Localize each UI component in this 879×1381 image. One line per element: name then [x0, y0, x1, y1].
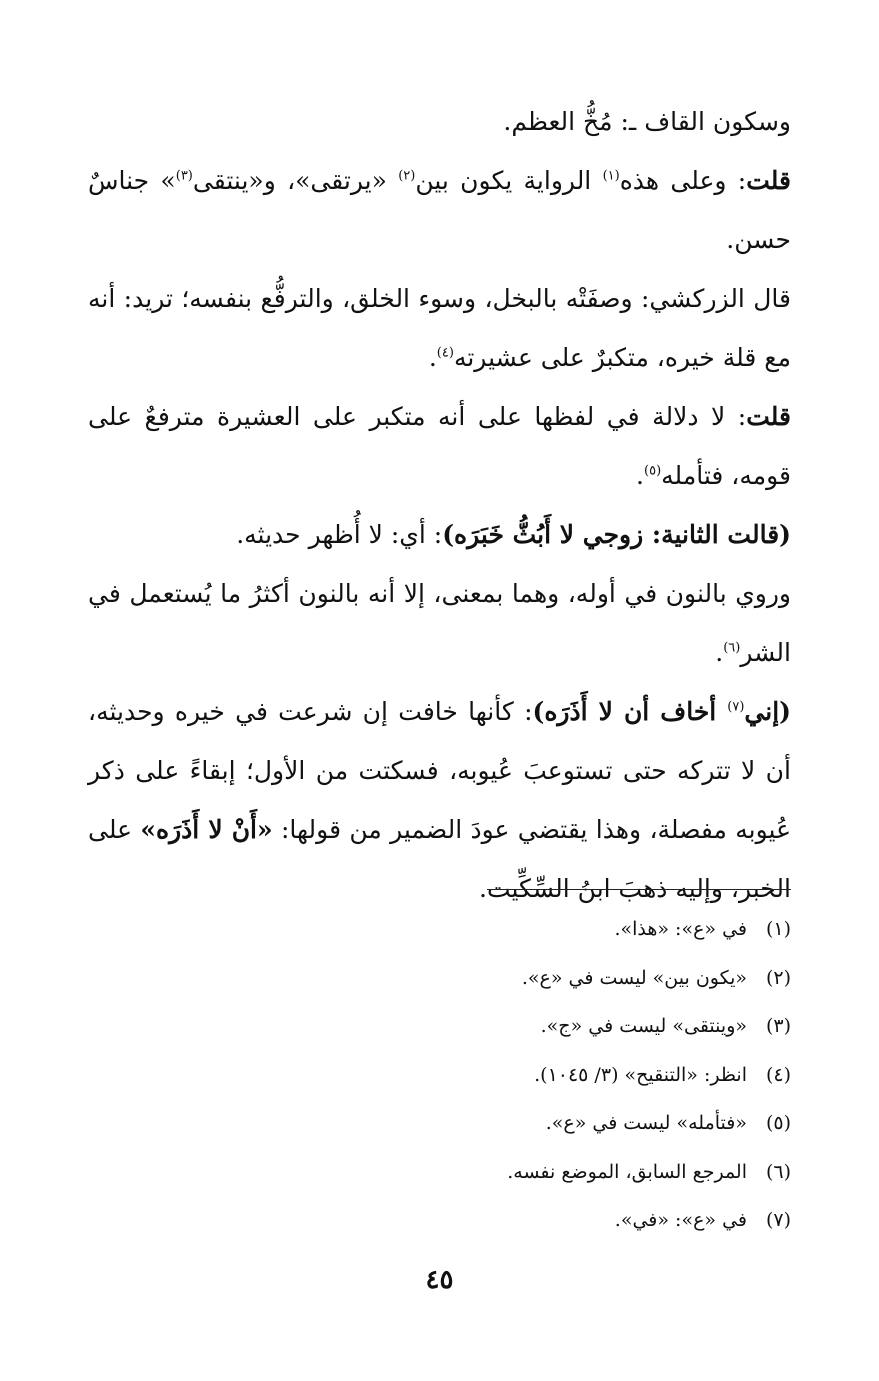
- paragraph-5-text: : أي: لا أُظهر حديثه.: [236, 520, 443, 549]
- footnotes: [88, 905, 791, 1245]
- quoted-phrase: «أَنْ لا أَذَرَه»: [140, 815, 273, 844]
- footnote-number: (٢): [765, 966, 791, 989]
- paragraph-3-text-a: قال الزركشي: وصفَتْه بالبخل، وسوء الخلق، والترفُّع بنفسه؛ تريد: أنه مع قلة خيره، متكبرٌ على عشيرته: [88, 284, 791, 372]
- footnote-7: [88, 1196, 791, 1245]
- footnote-1: [88, 905, 791, 954]
- footnote-text: المرجع السابق، الموضع نفسه.: [507, 1160, 747, 1183]
- paragraph-3-text-b: .: [428, 343, 437, 372]
- paragraph-1: [88, 92, 791, 151]
- paragraph-4: [88, 387, 791, 505]
- paragraph-2-text-a: : وعلى هذه: [619, 166, 747, 195]
- hadith-quote-3b: أخاف أن لا أَذَرَه): [532, 697, 728, 726]
- paragraph-2-text-c: «يرتقى»، و«ينتقى: [192, 166, 399, 195]
- footnote-number: (٦): [765, 1160, 791, 1183]
- paragraph-3: [88, 269, 791, 387]
- paragraph-5: [88, 505, 791, 564]
- paragraph-2: [88, 151, 791, 269]
- footnote-text: في «ع»: «في».: [614, 1209, 747, 1231]
- footnote-number: (٤): [765, 1063, 791, 1086]
- paragraph-6: [88, 564, 791, 682]
- qultu-label-2: قلت: [746, 402, 791, 431]
- paragraph-7-text-b: على الخبر، وإليه ذهبَ ابنُ السِّكِّيت.: [88, 815, 791, 903]
- footnote-divider: [487, 889, 791, 890]
- footnote-5: [88, 1099, 791, 1148]
- paragraph-6-text-b: .: [715, 638, 724, 667]
- footnote-text: انظر: «التنقيح» (٣/ ١٠٤٥).: [534, 1063, 747, 1086]
- main-text: [88, 92, 791, 918]
- footnote-3: [88, 1002, 791, 1051]
- paragraph-2-text-d: » جناسٌ حسن.: [88, 166, 791, 254]
- qultu-label: قلت: [746, 166, 792, 195]
- footnote-ref-1[interactable]: (١): [602, 168, 620, 184]
- footnote-number: (١): [765, 918, 791, 940]
- footnote-number: (٣): [765, 1015, 791, 1037]
- page-number: ٤٥: [425, 1265, 454, 1295]
- paragraph-4-text-b: .: [636, 461, 644, 490]
- footnote-ref-4[interactable]: (٤): [436, 345, 454, 361]
- footnote-text: «فتأمله» ليست في «ع».: [545, 1112, 747, 1134]
- footnote-text: في «ع»: «هذا».: [614, 918, 747, 940]
- footnote-text: «يكون بين» ليست في «ع».: [521, 966, 747, 989]
- paragraph-4-text-a: : لا دلالة في لفظها على أنه متكبر على العشيرة مترفعٌ على قومه، فتأمله: [88, 402, 791, 490]
- footnote-6: [88, 1148, 791, 1197]
- footnote-text: «وينتقى» ليست في «ج».: [540, 1015, 747, 1037]
- paragraph-7: [88, 682, 791, 918]
- footnote-ref-2[interactable]: (٢): [398, 168, 416, 184]
- footnote-number: (٧): [765, 1209, 791, 1231]
- paragraph-6-text-a: وروي بالنون في أوله، وهما بمعنى، إلا أنه بالنون أكثرُ ما يُستعمل في الشر: [88, 579, 791, 667]
- footnote-ref-7[interactable]: (٧): [727, 699, 745, 715]
- footnote-ref-3[interactable]: (٣): [175, 168, 193, 184]
- paragraph-1-text: وسكون القاف ـ: مُخُّ العظم.: [503, 107, 791, 136]
- paragraph-2-text-b: الرواية يكون بين: [415, 166, 603, 195]
- footnote-ref-5[interactable]: (٥): [644, 463, 662, 479]
- footnote-4: [88, 1051, 791, 1100]
- hadith-quote-2: (قالت الثانية: زوجي لا أَبُثُّ خَبَرَه): [442, 520, 791, 549]
- footnote-ref-6[interactable]: (٦): [723, 640, 741, 656]
- footnote-2: [88, 954, 791, 1003]
- paragraph-7-text-a: : كأنها خافت إن شرعت في خيره وحديثه، أن لا تتركه حتى تستوعبَ عُيوبه، فسكتت من الأول؛ إبقاءً على ذكر عُيوبه مفصلة، وهذا يقتضي عودَ الضمير من قولها:: [88, 697, 791, 844]
- hadith-quote-3a: (إني: [744, 697, 791, 726]
- footnote-number: (٥): [765, 1112, 791, 1134]
